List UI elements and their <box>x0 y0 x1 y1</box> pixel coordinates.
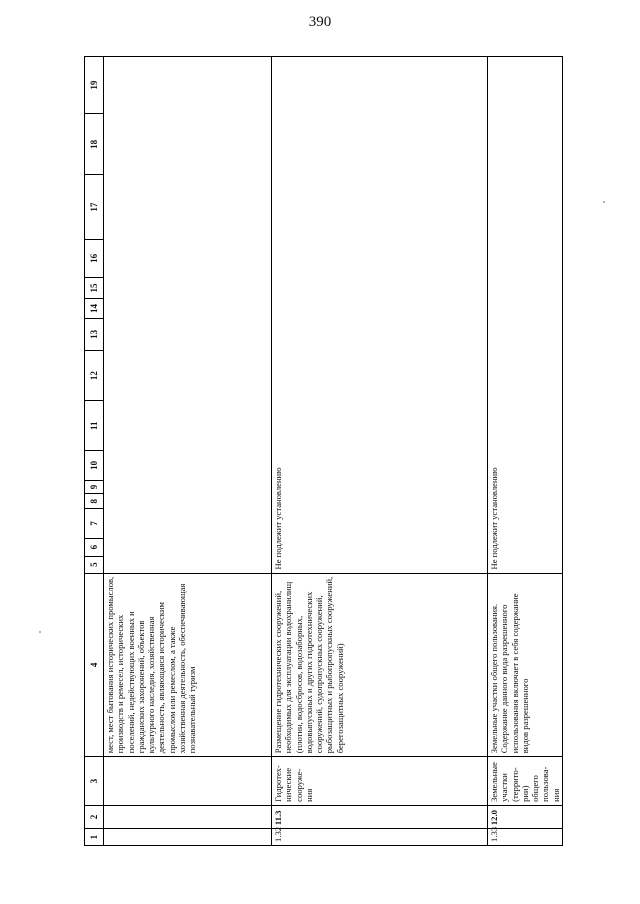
column-header: 13 <box>85 319 104 351</box>
column-header: 7 <box>85 509 104 539</box>
parameters-cell <box>104 57 272 574</box>
land-use-table <box>84 56 563 846</box>
column-header: 5 <box>85 556 104 573</box>
column-header: 3 <box>85 757 104 806</box>
page-number: 390 <box>308 14 332 30</box>
table-row <box>488 57 563 846</box>
name-cell: Земельные участки (террито-рии) общего пользова-ния <box>488 757 563 806</box>
header-row <box>85 57 104 846</box>
name-cell <box>104 757 272 806</box>
column-header: 2 <box>85 805 104 828</box>
scan-speck <box>39 631 41 633</box>
column-header: 15 <box>85 277 104 298</box>
column-header: 19 <box>85 57 104 114</box>
description-cell: Размещение гидротехнических сооружений, необходимых для эксплуатации водохранилищ (плотин, водосбросов, водозаборных, водовыпускных и других гидротехнических сооружений, судопропускных сооружений, рыбозащитных и рыбопропускных сооружений, берегозащитных сооружений) <box>272 573 488 757</box>
description-cell: мест, мест бытования исторических промыслов, производств и ремесел, исторических поселений, недействующих военных и гражданских захоронений, объектов культурного наследия, хозяйственная деятельность, являющаяся историческим промыслом или ремеслом, а также хозяйственная деятельность, обеспечивающая познавательный туризм <box>104 573 272 757</box>
table-row <box>272 57 488 846</box>
column-header: 8 <box>85 494 104 509</box>
column-header: 18 <box>85 114 104 175</box>
column-header: 17 <box>85 175 104 239</box>
table-frame <box>84 56 561 846</box>
row-number: 1.33 <box>488 829 563 846</box>
name-cell: Гидротех-нические сооруже-ния <box>272 757 488 806</box>
table-row <box>104 57 272 846</box>
column-header: 10 <box>85 451 104 481</box>
parameters-cell: Не подлежит установлению <box>272 57 488 574</box>
column-header: 1 <box>85 829 104 846</box>
code-cell: 11.3 <box>272 805 488 828</box>
code-cell: 12.0 <box>488 805 563 828</box>
column-header: 6 <box>85 538 104 556</box>
scan-speck <box>603 201 605 203</box>
column-header: 16 <box>85 239 104 277</box>
column-header: 14 <box>85 298 104 318</box>
column-header: 12 <box>85 350 104 401</box>
column-header: 4 <box>85 573 104 757</box>
row-number <box>104 829 272 846</box>
code-cell <box>104 805 272 828</box>
row-number: 1.32 <box>272 829 488 846</box>
description-cell: Земельные участки общего пользования. Содержание данного вида разрешенного использования включает в себя содержание видов разрешенного <box>488 573 563 757</box>
column-header: 9 <box>85 480 104 494</box>
column-header: 11 <box>85 401 104 451</box>
parameters-cell: Не подлежит установлению <box>488 57 563 574</box>
